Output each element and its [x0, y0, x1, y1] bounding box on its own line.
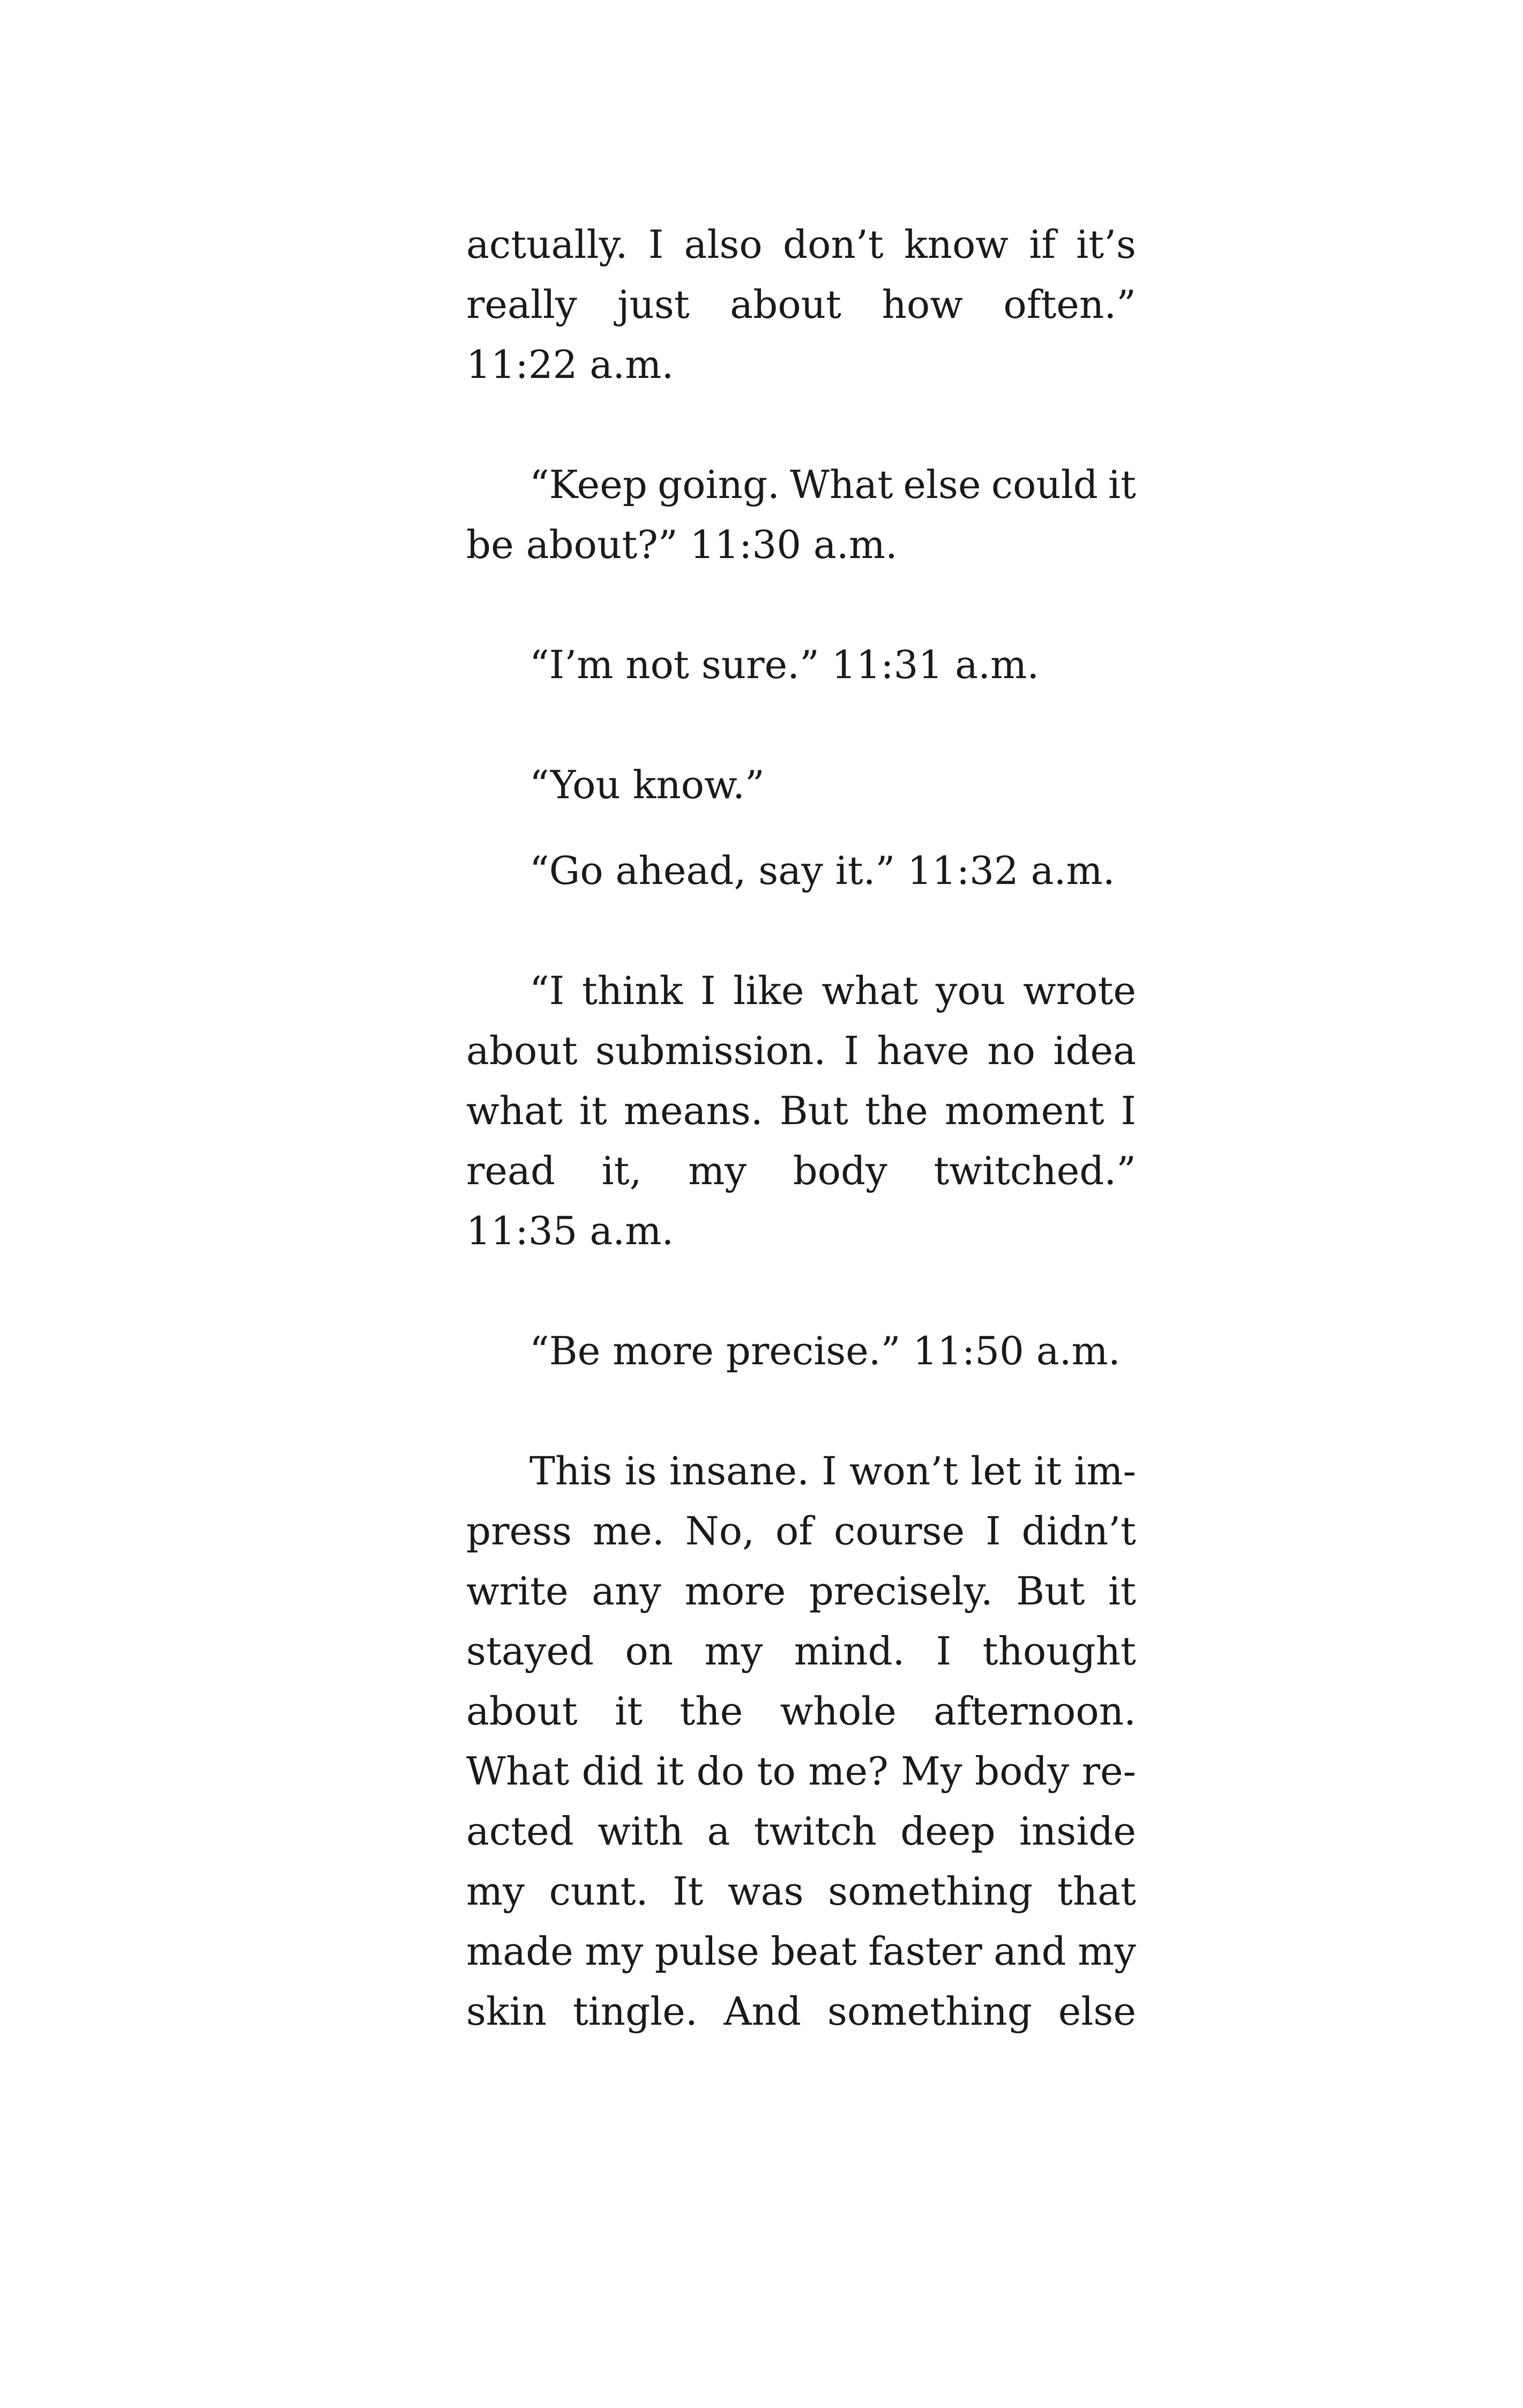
- word: going.: [658, 462, 780, 507]
- paragraph: [466, 1441, 1136, 2041]
- word: about: [730, 282, 841, 327]
- word: I: [822, 1448, 837, 1493]
- word: did: [581, 1749, 644, 1794]
- word: it,: [601, 1148, 642, 1193]
- word: made: [466, 1929, 573, 1974]
- word: on: [625, 1629, 674, 1674]
- word: I: [843, 1028, 860, 1073]
- text-line: [466, 1681, 1136, 1741]
- word: This: [529, 1448, 613, 1493]
- word: whole: [780, 1689, 897, 1734]
- word: what: [822, 968, 919, 1013]
- word: me.: [593, 1508, 665, 1554]
- text-line: [466, 1021, 1136, 1081]
- text-line: “Go ahead, say it.” 11:32 a.m.: [529, 848, 1115, 893]
- word: don’t: [783, 222, 884, 267]
- word: pulse: [654, 1929, 759, 1974]
- word: submission.: [595, 1028, 826, 1073]
- text-line: “You know.”: [529, 762, 765, 807]
- word: like: [733, 968, 804, 1013]
- word: faster: [868, 1929, 982, 1974]
- word: it: [579, 1088, 607, 1133]
- word: my: [688, 1148, 747, 1193]
- text-line: [466, 1441, 1136, 1501]
- text-line: [466, 1981, 1136, 2041]
- word: something: [827, 1989, 1032, 2034]
- text-line: [466, 1081, 1136, 1141]
- word: what: [466, 1088, 563, 1133]
- word: It: [673, 1869, 704, 1914]
- word: press: [466, 1508, 572, 1554]
- word: and: [994, 1929, 1066, 1974]
- text-line: [466, 455, 1136, 515]
- word: me?: [808, 1749, 889, 1794]
- word: my: [704, 1629, 763, 1674]
- word: I: [936, 1629, 952, 1674]
- word: course: [834, 1508, 965, 1554]
- word: won’t: [849, 1448, 959, 1493]
- word: mind.: [794, 1629, 905, 1674]
- text-line: 11:35 a.m.: [466, 1208, 674, 1253]
- word: I: [1121, 1088, 1136, 1133]
- paragraph: [466, 1321, 1136, 1381]
- word: my: [1077, 1929, 1136, 1974]
- word: let: [970, 1448, 1021, 1493]
- word: But: [1016, 1569, 1085, 1614]
- word: I: [648, 222, 664, 267]
- word: with: [598, 1809, 684, 1854]
- word: write: [466, 1569, 569, 1614]
- paragraph: [466, 961, 1136, 1261]
- word: also: [684, 222, 763, 267]
- paragraph: [466, 755, 1136, 815]
- word: wrote: [1023, 968, 1136, 1013]
- word: No,: [685, 1508, 755, 1554]
- paragraph-gap: [466, 695, 1136, 755]
- text-line: [466, 1921, 1136, 1981]
- word: didn’t: [1021, 1508, 1136, 1554]
- paragraph-gap: [466, 575, 1136, 635]
- word: And: [723, 1989, 802, 2034]
- word: a: [707, 1809, 730, 1854]
- word: else: [1058, 1989, 1136, 2034]
- word: to: [757, 1749, 796, 1794]
- body-text: [466, 214, 1136, 2041]
- paragraph-gap: [466, 1381, 1136, 1441]
- word: deep: [900, 1809, 996, 1854]
- word: if: [1029, 222, 1056, 267]
- word: was: [728, 1869, 804, 1914]
- word: “I: [529, 968, 565, 1013]
- word: it: [1034, 1448, 1062, 1493]
- word: you: [935, 968, 1006, 1013]
- word: else: [903, 462, 981, 507]
- word: it: [1108, 462, 1136, 507]
- word: actually.: [466, 222, 628, 267]
- word: body: [974, 1749, 1070, 1794]
- word: something: [828, 1869, 1033, 1914]
- word: think: [581, 968, 683, 1013]
- word: it: [1108, 1569, 1136, 1614]
- text-line: [466, 961, 1136, 1021]
- word: about: [466, 1028, 578, 1073]
- text-line: [466, 1501, 1136, 1561]
- word: im-: [1074, 1448, 1136, 1493]
- word: of: [775, 1508, 813, 1554]
- word: means.: [623, 1088, 763, 1133]
- word: What: [790, 462, 893, 507]
- word: tingle.: [572, 1989, 698, 2034]
- word: often.”: [1003, 282, 1136, 327]
- word: my: [466, 1869, 525, 1914]
- word: my: [585, 1929, 644, 1974]
- word: is: [624, 1448, 657, 1493]
- paragraph-gap: [466, 815, 1136, 841]
- word: stayed: [466, 1629, 594, 1674]
- word: precisely.: [809, 1569, 993, 1614]
- text-line: “I’m not sure.” 11:31 a.m.: [529, 642, 1040, 687]
- word: thought: [982, 1629, 1136, 1674]
- word: have: [877, 1028, 969, 1073]
- paragraph-gap: [466, 901, 1136, 961]
- word: re-: [1081, 1749, 1136, 1794]
- word: do: [696, 1749, 745, 1794]
- word: What: [466, 1749, 570, 1794]
- word: that: [1057, 1869, 1136, 1914]
- word: the: [864, 1088, 928, 1133]
- word: My: [901, 1749, 962, 1794]
- word: insane.: [669, 1448, 809, 1493]
- word: any: [592, 1569, 662, 1614]
- word: more: [684, 1569, 786, 1614]
- word: twitch: [753, 1809, 877, 1854]
- word: “Keep: [529, 462, 647, 507]
- text-line: [466, 1561, 1136, 1621]
- paragraph: [466, 455, 1136, 575]
- word: how: [882, 282, 963, 327]
- word: read: [466, 1148, 556, 1193]
- text-line: [466, 1861, 1136, 1921]
- word: no: [987, 1028, 1035, 1073]
- word: it’s: [1076, 222, 1136, 267]
- paragraph: [466, 635, 1136, 695]
- text-line: [466, 1141, 1136, 1201]
- word: body: [793, 1148, 887, 1193]
- text-line: “Be more precise.” 11:50 a.m.: [529, 1328, 1121, 1373]
- text-line: [466, 1741, 1136, 1801]
- word: skin: [466, 1989, 547, 2034]
- word: could: [991, 462, 1098, 507]
- text-line: [466, 1801, 1136, 1861]
- word: moment: [944, 1088, 1104, 1133]
- word: know: [904, 222, 1009, 267]
- word: idea: [1053, 1028, 1136, 1073]
- word: just: [617, 282, 690, 327]
- text-line: [466, 274, 1136, 335]
- word: really: [466, 282, 577, 327]
- word: afternoon.: [934, 1689, 1136, 1734]
- word: I: [700, 968, 716, 1013]
- word: But: [779, 1088, 848, 1133]
- word: it: [656, 1749, 684, 1794]
- word: about: [466, 1689, 578, 1734]
- word: the: [680, 1689, 743, 1734]
- word: twitched.”: [934, 1148, 1136, 1193]
- word: it: [615, 1689, 643, 1734]
- paragraph: [466, 841, 1136, 901]
- text-line: [466, 1621, 1136, 1681]
- word: cunt.: [549, 1869, 648, 1914]
- word: I: [986, 1508, 1001, 1554]
- paragraph-gap: [466, 395, 1136, 455]
- text-line: 11:22 a.m.: [466, 342, 674, 387]
- paragraph: [466, 214, 1136, 395]
- word: inside: [1019, 1809, 1136, 1854]
- text-line: [466, 214, 1136, 274]
- word: beat: [771, 1929, 857, 1974]
- word: acted: [466, 1809, 574, 1854]
- paragraph-gap: [466, 1261, 1136, 1321]
- text-line: be about?” 11:30 a.m.: [466, 522, 898, 567]
